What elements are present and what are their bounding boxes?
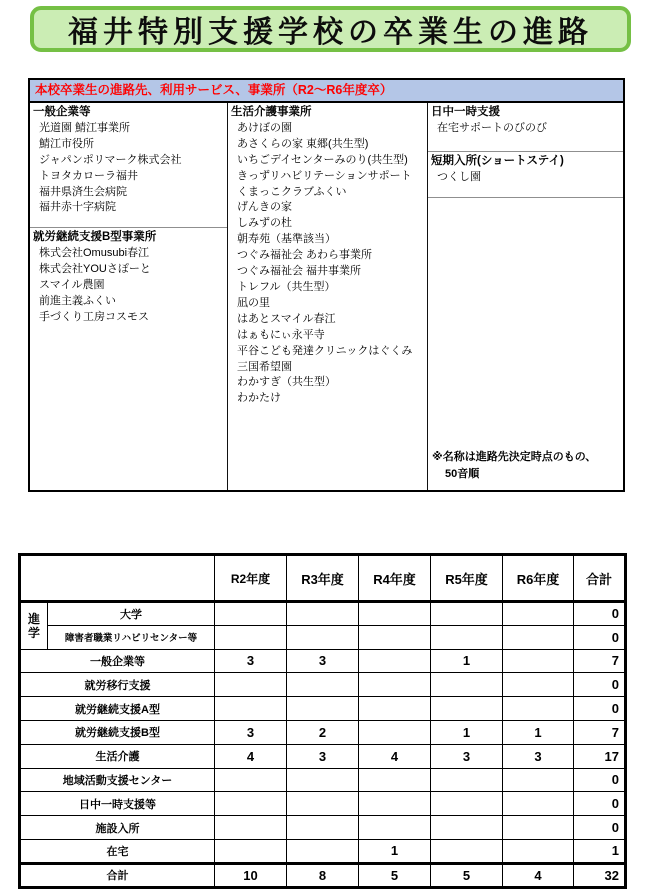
row-label: 生活介護 [20, 744, 215, 768]
list-item: 三国希望園 [237, 360, 292, 373]
cell [215, 792, 287, 816]
cell [287, 602, 359, 626]
section-title: 一般企業等 [33, 106, 91, 118]
section-general-companies [30, 103, 227, 227]
section-title: 生活介護事業所 [231, 106, 312, 118]
cell [215, 839, 287, 863]
list-item: くまっこクラブふくい [237, 185, 347, 198]
cell [359, 649, 431, 673]
cell-total: 0 [574, 768, 626, 792]
section-title: 日中一時支援 [431, 106, 500, 118]
footnote-line-2: 50音順 [445, 468, 480, 480]
cell: 1 [359, 839, 431, 863]
row-group-label-text: 進学 [27, 611, 40, 640]
cell: 1 [503, 720, 574, 744]
section-short-stay [428, 152, 623, 198]
cell [503, 792, 574, 816]
table-total-row [20, 863, 626, 887]
directory-header: 本校卒業生の進路先、利用サービス、事業所（R2～R6年度卒） [30, 80, 623, 103]
row-label: 就労移行支援 [20, 673, 215, 697]
directory-column-right [428, 103, 623, 490]
row-label: 障害者職業リハビリセンター等 [48, 625, 215, 649]
cell-total: 32 [574, 863, 626, 887]
cell [503, 625, 574, 649]
cell: 5 [431, 863, 503, 887]
list-item: はあとスマイル春江 [237, 312, 336, 325]
list-item: トヨタカローラ福井 [39, 169, 138, 182]
cell-total: 0 [574, 602, 626, 626]
list-item: はぁもにぃ永平寺 [237, 328, 325, 341]
row-label: 在宅 [20, 839, 215, 863]
row-label: 施設入所 [20, 816, 215, 840]
table-row [20, 768, 626, 792]
cell [215, 816, 287, 840]
cell: 10 [215, 863, 287, 887]
directory-columns [30, 103, 623, 490]
column-header: R5年度 [431, 555, 503, 602]
row-label: 合計 [20, 863, 215, 887]
cell: 5 [359, 863, 431, 887]
list-item: あけぼの園 [237, 121, 292, 134]
cell [215, 768, 287, 792]
row-label: 地域活動支援センター [20, 768, 215, 792]
table-row [20, 792, 626, 816]
cell-total: 0 [574, 697, 626, 721]
cell [359, 625, 431, 649]
list-item: 手づくり工房コスモス [39, 310, 149, 323]
list-item: 福井赤十字病院 [39, 201, 116, 214]
table-row [20, 649, 626, 673]
list-item: 鯖江市役所 [39, 137, 94, 150]
cell-total: 17 [574, 744, 626, 768]
cell-total: 0 [574, 625, 626, 649]
cell [431, 625, 503, 649]
column-header: R4年度 [359, 555, 431, 602]
list-item: 朝寿苑（基準該当） [237, 233, 336, 246]
list-item: いちごデイセンターみのり(共生型) [237, 153, 408, 166]
list-item: 光道園 鯖江事業所 [39, 121, 131, 134]
directory-column-left [30, 103, 227, 490]
table-row [20, 816, 626, 840]
cell [359, 816, 431, 840]
cell [503, 673, 574, 697]
cell [215, 602, 287, 626]
cell [503, 839, 574, 863]
list-item: わかすぎ（共生型） [237, 376, 336, 389]
cell [503, 816, 574, 840]
table-row [20, 697, 626, 721]
graduates-results-table [18, 553, 627, 889]
list-item: つぐみ福祉会 福井事業所 [237, 265, 362, 278]
cell: 1 [431, 649, 503, 673]
cell [287, 673, 359, 697]
row-label: 日中一時支援等 [20, 792, 215, 816]
list-item: 前進主義ふくい [39, 294, 116, 307]
list-item: わかたけ [237, 392, 281, 405]
page-title-box [30, 6, 631, 52]
list-item: 福井県済生会病院 [39, 185, 127, 198]
cell-total: 1 [574, 839, 626, 863]
table-row [20, 625, 626, 649]
table-row [20, 839, 626, 863]
cell: 4 [359, 744, 431, 768]
footnote [428, 449, 623, 490]
cell [431, 602, 503, 626]
table-row [20, 673, 626, 697]
table-row [20, 602, 626, 626]
cell: 3 [287, 649, 359, 673]
directory-box [28, 78, 625, 492]
cell [215, 625, 287, 649]
cell [359, 720, 431, 744]
list-item: ジャパンポリマーク株式会社 [39, 153, 182, 166]
cell [215, 697, 287, 721]
list-item: つぐみ福祉会 あわら事業所 [237, 249, 373, 262]
cell: 3 [287, 744, 359, 768]
column-header: R2年度 [215, 555, 287, 602]
column-header: R3年度 [287, 555, 359, 602]
cell: 4 [215, 744, 287, 768]
empty-cell [428, 198, 623, 449]
cell [431, 697, 503, 721]
cell [431, 792, 503, 816]
cell-total: 7 [574, 649, 626, 673]
cell [359, 673, 431, 697]
cell [359, 768, 431, 792]
list-item: きっずリハビリテーションサポート [237, 169, 412, 182]
row-label: 一般企業等 [20, 649, 215, 673]
table-header-row [20, 555, 626, 602]
list-item: つくし園 [437, 170, 481, 183]
cell [215, 673, 287, 697]
row-label: 就労継続支援B型 [20, 720, 215, 744]
cell [503, 697, 574, 721]
footnote-line-1: ※名称は進路先決定時点のもの、 [432, 451, 597, 463]
section-support-b-type [30, 227, 227, 490]
cell: 3 [215, 720, 287, 744]
cell [287, 792, 359, 816]
section-daytime-support [428, 103, 623, 152]
table-row [20, 744, 626, 768]
cell [503, 649, 574, 673]
row-label: 大学 [48, 602, 215, 626]
cell [287, 816, 359, 840]
directory-column-middle [227, 103, 428, 490]
cell: 2 [287, 720, 359, 744]
section-title: 就労継続支援B型事業所 [33, 231, 157, 243]
cell [503, 602, 574, 626]
list-item: 株式会社Omusubi春江 [39, 246, 150, 259]
cell: 3 [431, 744, 503, 768]
section-title: 短期入所(ショートステイ) [431, 155, 564, 167]
cell [287, 625, 359, 649]
list-item: しみずの杜 [237, 217, 292, 230]
cell [359, 697, 431, 721]
list-item: げんきの家 [237, 201, 292, 214]
cell: 4 [503, 863, 574, 887]
cell-total: 0 [574, 792, 626, 816]
cell: 8 [287, 863, 359, 887]
column-header-total: 合計 [574, 555, 626, 602]
cell: 3 [503, 744, 574, 768]
page-title: 福井特別支援学校の卒業生の進路 [68, 16, 593, 49]
list-item: あさくらの家 東郷(共生型) [237, 137, 369, 150]
list-item: 在宅サポートのびのび [437, 121, 547, 134]
cell-total: 7 [574, 720, 626, 744]
cell [431, 768, 503, 792]
cell [359, 792, 431, 816]
cell [431, 839, 503, 863]
list-item: スマイル農園 [39, 278, 105, 291]
table-row [20, 720, 626, 744]
cell: 3 [215, 649, 287, 673]
cell [431, 816, 503, 840]
cell-total: 0 [574, 673, 626, 697]
cell [503, 768, 574, 792]
cell [431, 673, 503, 697]
list-item: 凪の里 [237, 296, 270, 309]
cell: 1 [431, 720, 503, 744]
column-header: R6年度 [503, 555, 574, 602]
table-corner-cell [20, 555, 215, 602]
row-group-label [20, 602, 48, 650]
list-item: トレフル（共生型） [237, 280, 336, 293]
cell-total: 0 [574, 816, 626, 840]
section-life-care [228, 103, 427, 407]
row-label: 就労継続支援A型 [20, 697, 215, 721]
cell [287, 768, 359, 792]
cell [359, 602, 431, 626]
list-item: 株式会社YOUさぽーと [39, 262, 151, 275]
list-item: 平谷こども発達クリニックはぐくみ [237, 344, 413, 357]
cell [287, 697, 359, 721]
cell [287, 839, 359, 863]
